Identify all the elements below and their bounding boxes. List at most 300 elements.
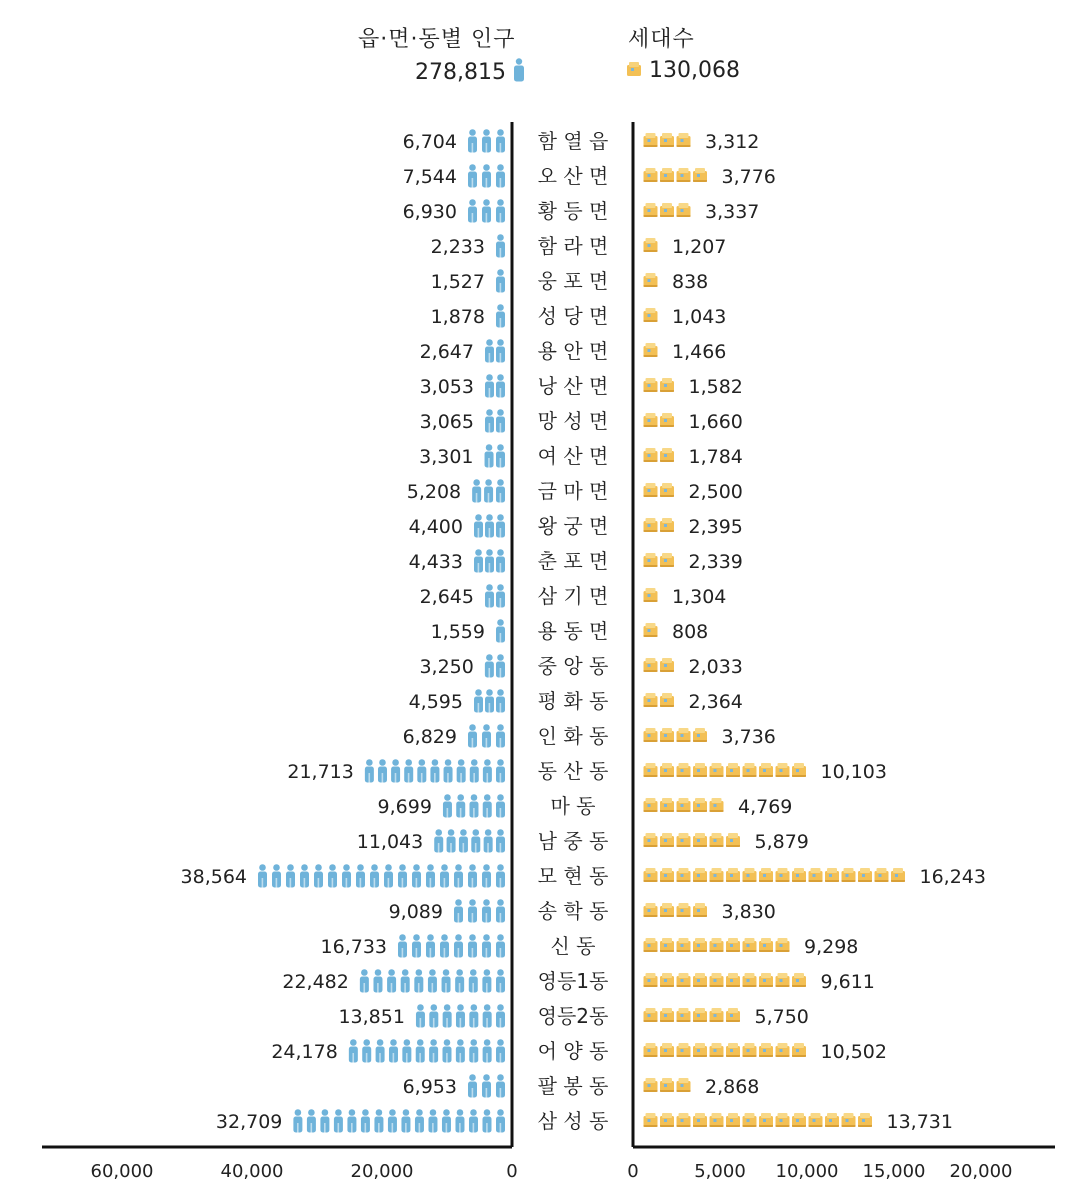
- person-icon: [482, 129, 491, 152]
- person-icon: [258, 864, 267, 887]
- households-bar: [644, 1008, 741, 1022]
- population-bar: [416, 1004, 505, 1027]
- house-box-icon: [891, 868, 905, 882]
- population-title: 읍·면·동별 인구: [358, 27, 516, 52]
- house-box-icon: [842, 868, 856, 882]
- person-icon: [378, 759, 387, 782]
- house-box-icon: [677, 938, 691, 952]
- house-box-icon: [759, 1113, 773, 1127]
- house-box-icon: [743, 938, 757, 952]
- category-label: 마 동: [550, 794, 596, 818]
- house-box-icon: [677, 1008, 691, 1022]
- house-box-icon: [693, 973, 707, 987]
- house-box-icon: [858, 1113, 872, 1127]
- category-label: 중 앙 동: [537, 654, 609, 678]
- house-box-icon: [660, 1043, 674, 1057]
- population-bar: [472, 479, 505, 502]
- house-box-icon: [677, 1043, 691, 1057]
- house-box-icon: [743, 868, 757, 882]
- person-icon: [496, 969, 505, 992]
- house-box-icon: [677, 833, 691, 847]
- person-icon: [468, 164, 477, 187]
- households-value-label: 3,830: [721, 901, 776, 923]
- house-box-icon: [710, 1043, 724, 1057]
- person-icon: [496, 1004, 505, 1027]
- person-icon: [320, 1109, 329, 1132]
- population-total-value: 278,815: [415, 60, 506, 85]
- person-icon: [474, 514, 483, 537]
- chart-row: [287, 759, 887, 783]
- chart-row: [431, 619, 709, 643]
- person-icon: [496, 619, 505, 642]
- households-value-label: 1,582: [688, 376, 743, 398]
- house-box-icon: [644, 413, 658, 427]
- house-box-icon: [644, 868, 658, 882]
- population-value-label: 6,930: [402, 201, 457, 223]
- left-tick-label: 20,000: [350, 1161, 414, 1182]
- person-icon: [496, 199, 505, 222]
- house-box-icon: [792, 868, 806, 882]
- category-label: 어 양 동: [537, 1039, 609, 1063]
- person-icon: [485, 689, 494, 712]
- person-icon: [347, 1109, 356, 1132]
- households-bar: [644, 273, 658, 287]
- house-box-icon: [660, 728, 674, 742]
- chart-row: [431, 304, 727, 328]
- person-icon: [361, 1109, 370, 1132]
- chart-row: [403, 164, 776, 188]
- house-box-icon: [710, 973, 724, 987]
- category-label: 평 화 동: [537, 689, 609, 713]
- house-box-icon: [710, 1008, 724, 1022]
- households-bar: [644, 728, 708, 742]
- house-box-icon: [644, 483, 658, 497]
- person-icon: [376, 1039, 385, 1062]
- house-box-icon: [644, 1078, 658, 1092]
- households-bar: [644, 1078, 691, 1092]
- house-box-icon: [726, 938, 740, 952]
- person-icon: [429, 1004, 438, 1027]
- chart-row: [407, 479, 743, 503]
- person-icon: [468, 199, 477, 222]
- house-box-icon: [660, 693, 674, 707]
- person-icon: [483, 1039, 492, 1062]
- house-box-icon: [644, 588, 658, 602]
- households-bar: [644, 833, 741, 847]
- person-icon: [398, 934, 407, 957]
- households-bar: [644, 623, 658, 637]
- chart-row: [271, 1039, 887, 1063]
- households-value-label: 1,304: [672, 586, 727, 608]
- households-value-label: 9,611: [820, 971, 875, 993]
- population-bar: [468, 129, 505, 152]
- person-icon: [362, 1039, 371, 1062]
- house-box-icon: [710, 833, 724, 847]
- households-value-label: 2,033: [688, 656, 743, 678]
- house-box-icon: [726, 868, 740, 882]
- person-icon: [440, 864, 449, 887]
- chart-row: [420, 409, 743, 433]
- house-box-icon: [660, 658, 674, 672]
- person-icon: [496, 759, 505, 782]
- person-icon: [442, 1109, 451, 1132]
- category-label: 오 산 면: [537, 164, 609, 188]
- person-icon: [415, 1109, 424, 1132]
- person-icon: [416, 1004, 425, 1027]
- category-label: 황 등 면: [537, 199, 609, 223]
- person-icon: [373, 969, 382, 992]
- households-value-label: 3,736: [721, 726, 776, 748]
- person-icon: [468, 1074, 477, 1097]
- population-bar: [468, 724, 505, 747]
- person-icon: [428, 969, 437, 992]
- house-box-icon: [776, 868, 790, 882]
- house-box-icon: [660, 1008, 674, 1022]
- person-icon: [485, 339, 494, 362]
- house-box-icon: [693, 1043, 707, 1057]
- category-label: 신 동: [550, 934, 596, 958]
- house-box-icon: [644, 728, 658, 742]
- house-box-icon: [693, 763, 707, 777]
- person-icon: [328, 864, 337, 887]
- households-value-label: 16,243: [919, 866, 986, 888]
- person-icon: [391, 759, 400, 782]
- households-value-label: 4,769: [738, 796, 793, 818]
- house-box-icon: [644, 973, 658, 987]
- house-box-icon: [776, 1113, 790, 1127]
- population-value-label: 4,595: [408, 691, 463, 713]
- person-icon: [401, 1109, 410, 1132]
- person-icon: [414, 969, 423, 992]
- households-bar: [644, 308, 658, 322]
- house-box-icon: [710, 763, 724, 777]
- person-icon: [412, 864, 421, 887]
- person-icon: [434, 829, 443, 852]
- households-bar: [644, 448, 675, 462]
- house-box-icon: [825, 1113, 839, 1127]
- person-icon: [496, 479, 505, 502]
- person-icon: [365, 759, 374, 782]
- population-bar: [258, 864, 505, 887]
- person-icon: [374, 1109, 383, 1132]
- house-box-icon: [776, 763, 790, 777]
- chart-row: [431, 269, 709, 293]
- person-icon: [384, 864, 393, 887]
- population-value-label: 9,699: [377, 796, 432, 818]
- person-icon: [389, 1039, 398, 1062]
- population-bar: [485, 339, 505, 362]
- category-label: 웅 포 면: [537, 269, 609, 293]
- house-box-icon: [726, 833, 740, 847]
- person-icon: [485, 409, 494, 432]
- person-icon: [469, 1109, 478, 1132]
- house-box-icon: [677, 798, 691, 812]
- person-icon: [496, 514, 505, 537]
- category-label: 금 마 면: [537, 479, 609, 503]
- house-box-icon: [644, 623, 658, 637]
- households-value-label: 1,207: [672, 236, 727, 258]
- households-value-label: 1,660: [688, 411, 743, 433]
- person-icon: [426, 864, 435, 887]
- households-bar: [644, 413, 675, 427]
- households-value-label: 2,395: [688, 516, 743, 538]
- households-value-label: 2,500: [688, 481, 743, 503]
- population-value-label: 6,953: [402, 1076, 457, 1098]
- chart-row: [321, 934, 859, 958]
- person-icon: [388, 1109, 397, 1132]
- population-value-label: 9,089: [388, 901, 443, 923]
- person-icon: [485, 374, 494, 397]
- house-box-icon: [644, 378, 658, 392]
- population-bar: [496, 619, 505, 642]
- person-icon: [468, 864, 477, 887]
- house-box-icon: [693, 728, 707, 742]
- population-value-label: 1,527: [430, 271, 485, 293]
- population-bar: [360, 969, 505, 992]
- person-icon: [349, 1039, 358, 1062]
- households-value-label: 5,750: [754, 1006, 809, 1028]
- person-icon: [482, 864, 491, 887]
- person-icon: [496, 864, 505, 887]
- person-icon: [496, 374, 505, 397]
- house-box-icon: [644, 1008, 658, 1022]
- category-label: 용 동 면: [537, 619, 609, 643]
- person-icon: [300, 864, 309, 887]
- house-box-icon: [842, 1113, 856, 1127]
- right-tick-label: 15,000: [862, 1161, 926, 1182]
- population-bar: [474, 689, 505, 712]
- house-box-icon: [743, 973, 757, 987]
- population-value-label: 2,647: [419, 341, 474, 363]
- house-box-icon: [644, 798, 658, 812]
- person-icon: [307, 1109, 316, 1132]
- person-icon: [404, 759, 413, 782]
- person-icon: [496, 934, 505, 957]
- households-value-label: 9,298: [804, 936, 859, 958]
- person-icon: [430, 759, 439, 782]
- person-icon: [412, 934, 421, 957]
- population-value-label: 32,709: [215, 1111, 283, 1133]
- category-label: 영등2동: [537, 1004, 609, 1028]
- households-value-label: 2,364: [688, 691, 743, 713]
- population-value-label: 6,829: [402, 726, 457, 748]
- households-bar: [644, 658, 675, 672]
- house-box-icon: [759, 1043, 773, 1057]
- person-icon: [314, 864, 323, 887]
- person-icon: [496, 164, 505, 187]
- population-value-label: 4,400: [408, 516, 463, 538]
- house-box-icon: [660, 868, 674, 882]
- house-box-icon: [693, 1008, 707, 1022]
- person-icon: [485, 584, 494, 607]
- person-icon: [483, 1004, 492, 1027]
- person-icon: [482, 969, 491, 992]
- category-label: 여 산 면: [537, 444, 609, 468]
- population-value-label: 22,482: [282, 971, 349, 993]
- house-box-icon: [677, 133, 691, 147]
- households-value-label: 808: [672, 621, 709, 643]
- person-icon: [496, 129, 505, 152]
- right-tick-label: 5,000: [694, 1161, 746, 1182]
- house-box-icon: [677, 1113, 691, 1127]
- person-icon: [360, 969, 369, 992]
- chart-row: [378, 794, 793, 818]
- population-bar: [293, 1109, 505, 1132]
- person-icon: [469, 969, 478, 992]
- house-box-icon: [660, 798, 674, 812]
- person-icon: [496, 234, 505, 257]
- house-box-icon: [644, 658, 658, 672]
- category-label: 영등1동: [537, 969, 609, 993]
- house-box-icon: [677, 1078, 691, 1092]
- chart-row: [403, 199, 760, 223]
- house-box-icon: [660, 378, 674, 392]
- population-bar: [485, 584, 505, 607]
- house-box-icon: [710, 868, 724, 882]
- right-tick-label: 0: [627, 1161, 639, 1182]
- category-label: 낭 산 면: [537, 374, 609, 398]
- house-box-icon: [677, 168, 691, 182]
- category-label: 왕 궁 면: [537, 514, 609, 538]
- person-icon: [401, 969, 410, 992]
- house-box-icon: [776, 1043, 790, 1057]
- person-icon: [496, 724, 505, 747]
- population-bar: [474, 549, 505, 572]
- person-icon: [496, 339, 505, 362]
- house-box-icon: [792, 1043, 806, 1057]
- person-icon: [440, 934, 449, 957]
- house-box-icon: [644, 938, 658, 952]
- house-box-icon: [660, 203, 674, 217]
- house-box-icon: [693, 798, 707, 812]
- households-bar: [644, 203, 691, 217]
- category-label: 삼 성 동: [537, 1109, 609, 1133]
- population-value-label: 5,208: [406, 481, 462, 503]
- population-bar: [474, 514, 505, 537]
- house-box-icon: [660, 1113, 674, 1127]
- category-label: 성 당 면: [537, 304, 609, 328]
- population-bar: [485, 654, 505, 677]
- left-tick-label: 60,000: [90, 1161, 154, 1182]
- population-value-label: 21,713: [287, 761, 354, 783]
- house-box-icon: [644, 343, 658, 357]
- person-icon: [370, 864, 379, 887]
- person-icon: [443, 1004, 452, 1027]
- person-icon: [482, 199, 491, 222]
- chart-row: [420, 339, 727, 363]
- households-bar: [644, 903, 708, 917]
- person-icon: [482, 724, 491, 747]
- households-value-label: 5,879: [754, 831, 809, 853]
- house-box-icon: [825, 868, 839, 882]
- population-value-label: 3,250: [419, 656, 474, 678]
- person-icon: [482, 899, 491, 922]
- house-box-icon: [710, 938, 724, 952]
- chart-row: [409, 689, 743, 713]
- person-icon: [447, 829, 456, 852]
- house-box-icon: [660, 518, 674, 532]
- house-box-icon: [644, 553, 658, 567]
- person-icon: [469, 1039, 478, 1062]
- person-icon: [454, 864, 463, 887]
- person-icon: [496, 1039, 505, 1062]
- population-bar: [349, 1039, 505, 1062]
- population-value-label: 7,544: [402, 166, 457, 188]
- person-icon: [455, 1109, 464, 1132]
- house-box-icon: [710, 798, 724, 812]
- person-icon: [442, 1039, 451, 1062]
- category-label: 함 열 읍: [537, 129, 609, 153]
- chart-row: [420, 374, 743, 398]
- chart-row: [420, 584, 727, 608]
- population-bar: [468, 164, 505, 187]
- house-box-icon: [726, 763, 740, 777]
- person-icon: [474, 689, 483, 712]
- households-value-label: 10,103: [820, 761, 887, 783]
- person-icon: [496, 654, 505, 677]
- households-value-label: 13,731: [886, 1111, 953, 1133]
- person-icon: [483, 759, 492, 782]
- households-bar: [644, 1043, 807, 1057]
- households-total-value: 130,068: [649, 58, 740, 83]
- house-box-icon: [644, 763, 658, 777]
- person-icon: [468, 129, 477, 152]
- chart-row: [431, 234, 727, 258]
- person-icon: [471, 829, 480, 852]
- chart-row: [409, 514, 743, 538]
- category-label: 함 라 면: [537, 234, 609, 258]
- house-box-icon: [644, 133, 658, 147]
- households-bar: [644, 938, 790, 952]
- person-icon: [429, 1039, 438, 1062]
- house-box-icon: [660, 973, 674, 987]
- chart-row: [409, 549, 743, 573]
- person-icon: [482, 1074, 491, 1097]
- person-icon: [482, 164, 491, 187]
- house-box-icon: [693, 868, 707, 882]
- house-box-icon: [726, 1113, 740, 1127]
- households-value-label: 3,337: [705, 201, 760, 223]
- person-icon: [484, 479, 493, 502]
- person-icon: [402, 1039, 411, 1062]
- population-value-label: 4,433: [408, 551, 463, 573]
- person-icon: [496, 304, 505, 327]
- house-box-icon: [644, 448, 658, 462]
- population-value-label: 3,065: [419, 411, 474, 433]
- person-icon: [496, 689, 505, 712]
- chart-row: [338, 1004, 808, 1028]
- person-icon: [293, 1109, 302, 1132]
- person-icon: [474, 549, 483, 572]
- house-box-icon: [660, 448, 674, 462]
- person-icon: [454, 899, 463, 922]
- person-icon: [496, 409, 505, 432]
- house-box-icon: [809, 868, 823, 882]
- population-value-label: 3,053: [419, 376, 474, 398]
- house-box-icon: [776, 938, 790, 952]
- house-box-icon: [660, 903, 674, 917]
- house-box-icon: [644, 168, 658, 182]
- households-bar: [644, 868, 906, 882]
- person-icon: [496, 584, 505, 607]
- person-icon: [496, 1109, 505, 1132]
- population-bar: [468, 1074, 505, 1097]
- house-box-icon: [644, 273, 658, 287]
- house-box-icon: [677, 728, 691, 742]
- house-box-icon: [743, 763, 757, 777]
- house-box-icon: [677, 868, 691, 882]
- households-value-label: 1,784: [688, 446, 743, 468]
